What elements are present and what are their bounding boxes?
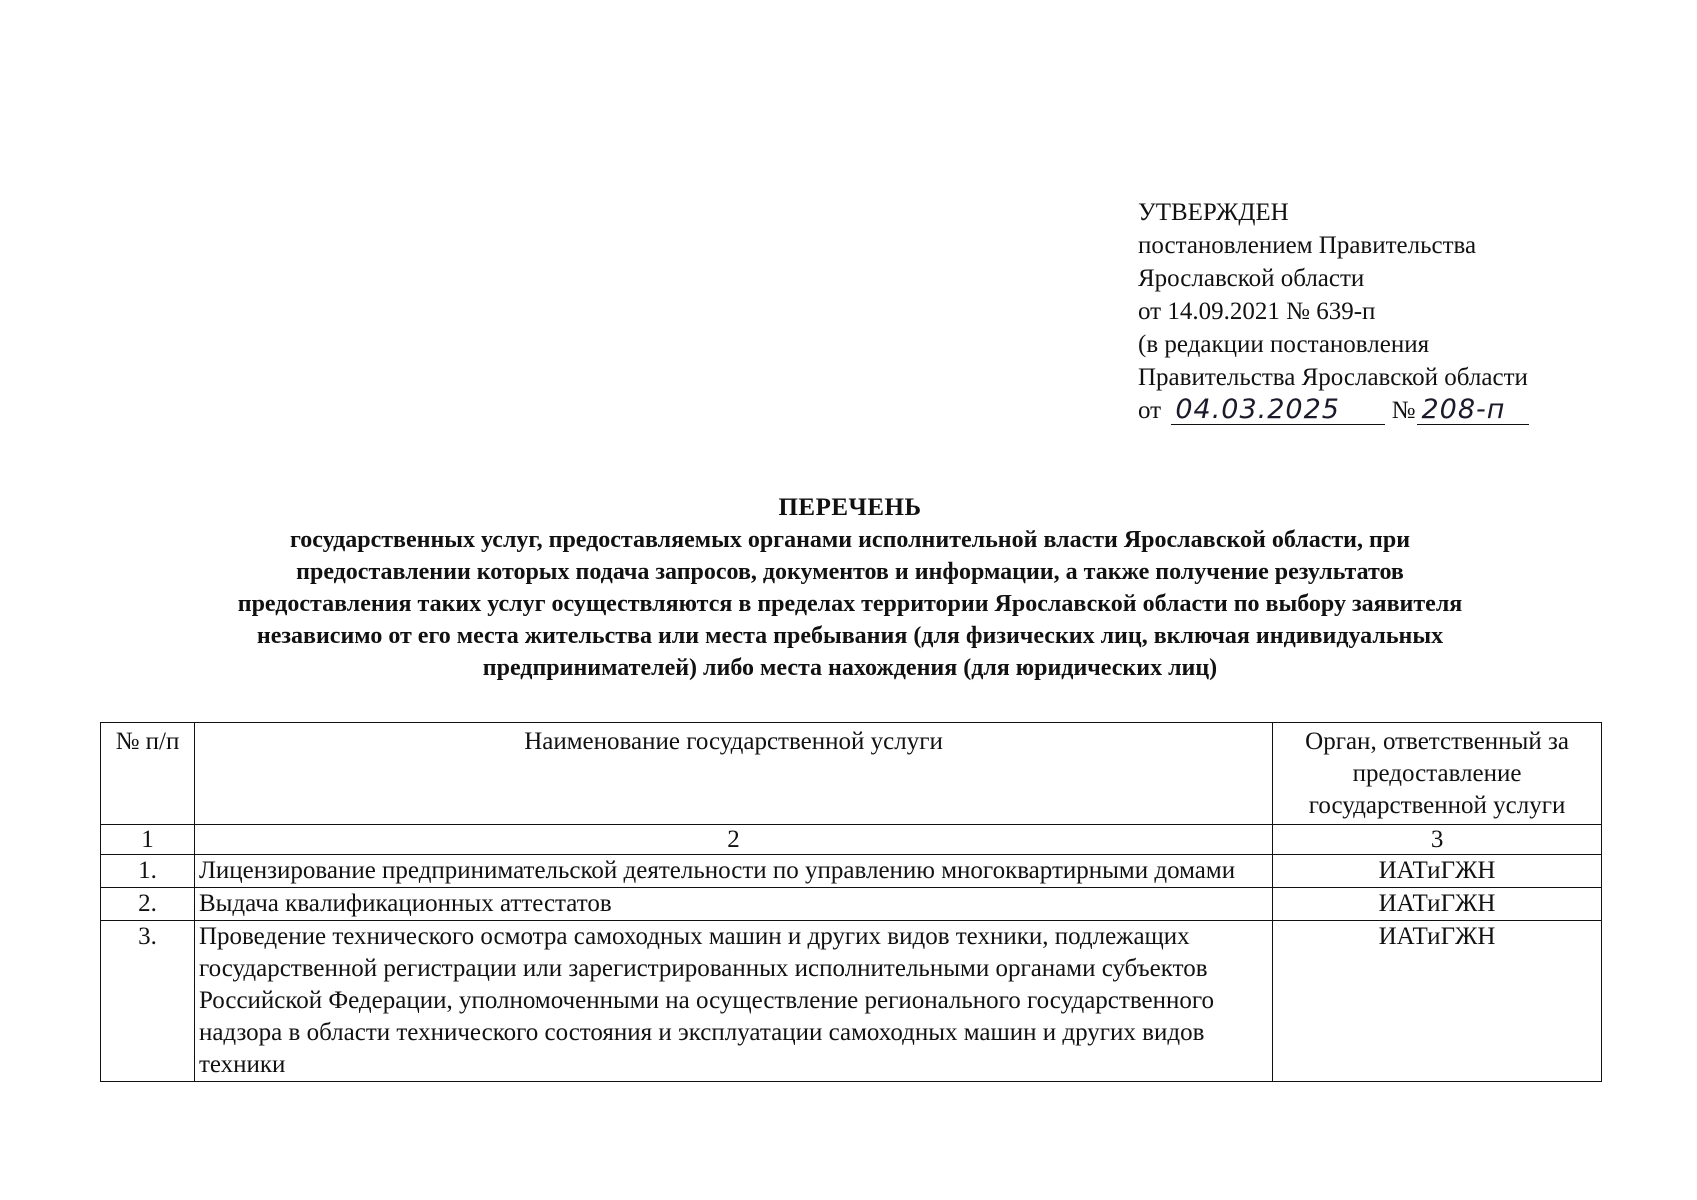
approval-line: постановлением Правительства: [1138, 232, 1477, 259]
column-number: 1: [101, 825, 195, 855]
responsible-organ: ИАТиГЖН: [1273, 921, 1602, 1082]
subtitle-line: независимо от его места жительства или места пребывания (для физических лиц, включая индивидуальных: [256, 623, 1444, 649]
approval-line: от 14.09.2021 № 639-п: [1138, 298, 1376, 325]
table-row: [101, 888, 1602, 921]
date-prefix: от: [1138, 397, 1162, 424]
subtitle-line: государственных услуг, предоставляемых органами исполнительной власти Ярославской области, при: [289, 527, 1411, 553]
service-name: Проведение технического осмотра самоходных машин и других видов техники, подлежащих государственной регистрации или зарегистрированных исполнительными органами субъектов Российской Федерации, уполномоченными на осуществление регионального государственного надзора в области технического состояния и эксплуатации самоходных машин и других видов техники: [194, 921, 1272, 1082]
approval-line: УТВЕРЖДЕН: [1138, 199, 1289, 226]
approval-line: (в редакции постановления: [1138, 331, 1430, 358]
column-number: 3: [1273, 825, 1602, 855]
table-header-row: [101, 723, 1602, 825]
subtitle-line: предоставления таких услуг осуществляются в пределах территории Ярославской области по выбору заявителя: [237, 591, 1463, 617]
service-name: Лицензирование предпринимательской деятельности по управлению многоквартирными домами: [194, 855, 1272, 888]
handwritten-number: 208-п: [1417, 396, 1529, 425]
number-sign: №: [1391, 397, 1416, 424]
responsible-organ: ИАТиГЖН: [1273, 855, 1602, 888]
approval-line: Правительства Ярославской области: [1138, 364, 1528, 391]
responsible-organ: ИАТиГЖН: [1273, 888, 1602, 921]
column-number: 2: [194, 825, 1272, 855]
row-number: 3.: [101, 921, 195, 1082]
table-row: [101, 855, 1602, 888]
header-num: № п/п: [101, 723, 195, 825]
row-number: 2.: [101, 888, 195, 921]
approval-line: Ярославской области: [1138, 265, 1365, 292]
service-name: Выдача квалификационных аттестатов: [194, 888, 1272, 921]
approval-stamp-block: [1138, 196, 1658, 427]
handwritten-date: 04.03.2025: [1171, 396, 1385, 425]
amendment-date-line: [1138, 394, 1658, 427]
services-table: [100, 722, 1602, 1082]
table-row: [101, 921, 1602, 1082]
header-service-name: Наименование государственной услуги: [194, 723, 1272, 825]
column-number-row: [101, 825, 1602, 855]
row-number: 1.: [101, 855, 195, 888]
document-title-block: [100, 492, 1600, 684]
header-organ: Орган, ответственный за предоставление государственной услуги: [1273, 723, 1602, 825]
subtitle-line: предпринимателей) либо места нахождения (для юридических лиц): [482, 655, 1218, 681]
subtitle-line: предоставлении которых подача запросов, документов и информации, а также получение результатов: [296, 559, 1404, 585]
document-heading: ПЕРЕЧЕНЬ: [778, 494, 922, 521]
